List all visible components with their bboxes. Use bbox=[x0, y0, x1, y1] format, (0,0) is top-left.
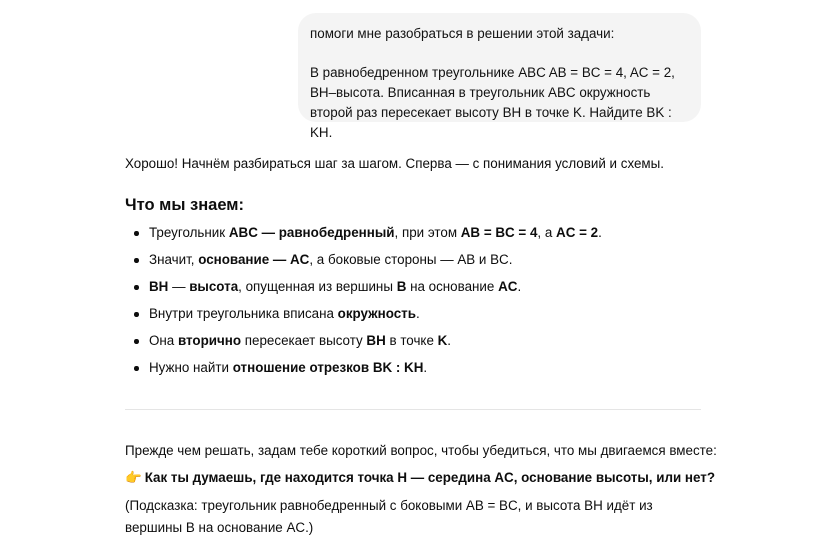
bullet-icon bbox=[134, 258, 139, 263]
fact-text: пересекает высоту bbox=[241, 333, 367, 348]
fact-text: , при этом bbox=[394, 225, 461, 240]
fact-text: Значит, bbox=[149, 252, 199, 267]
fact-text: в точке bbox=[385, 333, 438, 348]
fact-text: Нужно найти bbox=[149, 360, 233, 375]
fact-text: — bbox=[168, 279, 190, 294]
divider bbox=[125, 409, 701, 410]
hint: (Подсказка: треугольник равнобедренный с боковыми AB = BC, и высота BH идёт из вершины B на основание AC.) bbox=[125, 498, 653, 535]
fact-bold: основание — AC bbox=[198, 252, 310, 267]
list-item bbox=[125, 304, 602, 331]
user-message-problem: В равнобедренном треугольнике ABC AB = BC = 4, AC = 2, BH–высота. Вписанная в треугольник ABC окружность второй раз пересекает высоту BH в точке K. Найдите BK : KH. bbox=[310, 65, 675, 140]
fact-text: Треугольник bbox=[149, 225, 229, 240]
fact-bold: ABC — равнобедренный bbox=[228, 225, 395, 240]
fact-text: . bbox=[415, 306, 420, 321]
list-item bbox=[125, 223, 602, 250]
list-item bbox=[125, 250, 602, 277]
bullet-icon bbox=[134, 285, 139, 290]
fact-text: . bbox=[517, 279, 522, 294]
fact-text: , а боковые стороны — AB и BC. bbox=[309, 252, 513, 267]
list-item bbox=[125, 331, 602, 358]
fact-text: на основание bbox=[406, 279, 499, 294]
question bbox=[125, 468, 715, 488]
fact-bold: отношение отрезков BK : KH bbox=[232, 360, 424, 375]
user-message-bubble bbox=[298, 13, 701, 140]
fact-text: Она bbox=[149, 333, 178, 348]
bullet-icon bbox=[134, 339, 139, 344]
fact-text: , опущенная из вершины bbox=[238, 279, 397, 294]
list-item bbox=[125, 358, 602, 385]
bullet-icon bbox=[134, 312, 139, 317]
fact-bold: AC = 2 bbox=[556, 225, 599, 240]
fact-bold: B bbox=[396, 279, 407, 294]
fact-bold: BH bbox=[149, 279, 169, 294]
user-message-line-1: помоги мне разобраться в решении этой задачи: bbox=[310, 26, 615, 41]
fact-text: . bbox=[423, 360, 428, 375]
list-item bbox=[125, 277, 602, 304]
assistant-intro: Хорошо! Начнём разбираться шаг за шагом. Сперва — с понимания условий и схемы. bbox=[125, 156, 664, 171]
known-facts-heading: Что мы знаем: bbox=[125, 196, 245, 214]
bullet-icon bbox=[134, 366, 139, 371]
fact-text: . bbox=[447, 333, 452, 348]
fact-bold: высота bbox=[189, 279, 239, 294]
fact-bold: K bbox=[437, 333, 448, 348]
fact-bold: вторично bbox=[177, 333, 242, 348]
pointing-hand-icon: 👉 bbox=[125, 470, 142, 485]
fact-bold: AB = BC = 4 bbox=[460, 225, 538, 240]
question-intro: Прежде чем решать, задам тебе короткий вопрос, чтобы убедиться, что мы двигаемся вместе: bbox=[125, 443, 717, 458]
paragraph-gap bbox=[310, 44, 687, 63]
fact-text: , а bbox=[537, 225, 557, 240]
bullet-icon bbox=[134, 231, 139, 236]
fact-text: Внутри треугольника вписана bbox=[149, 306, 338, 321]
fact-text: . bbox=[598, 225, 602, 240]
fact-bold: BH bbox=[366, 333, 386, 348]
fact-bold: окружность bbox=[337, 306, 416, 321]
question-text: Как ты думаешь, где находится точка H — середина AC, основание высоты, или нет? bbox=[144, 470, 716, 485]
fact-bold: AC bbox=[498, 279, 518, 294]
known-facts-list bbox=[125, 223, 602, 385]
